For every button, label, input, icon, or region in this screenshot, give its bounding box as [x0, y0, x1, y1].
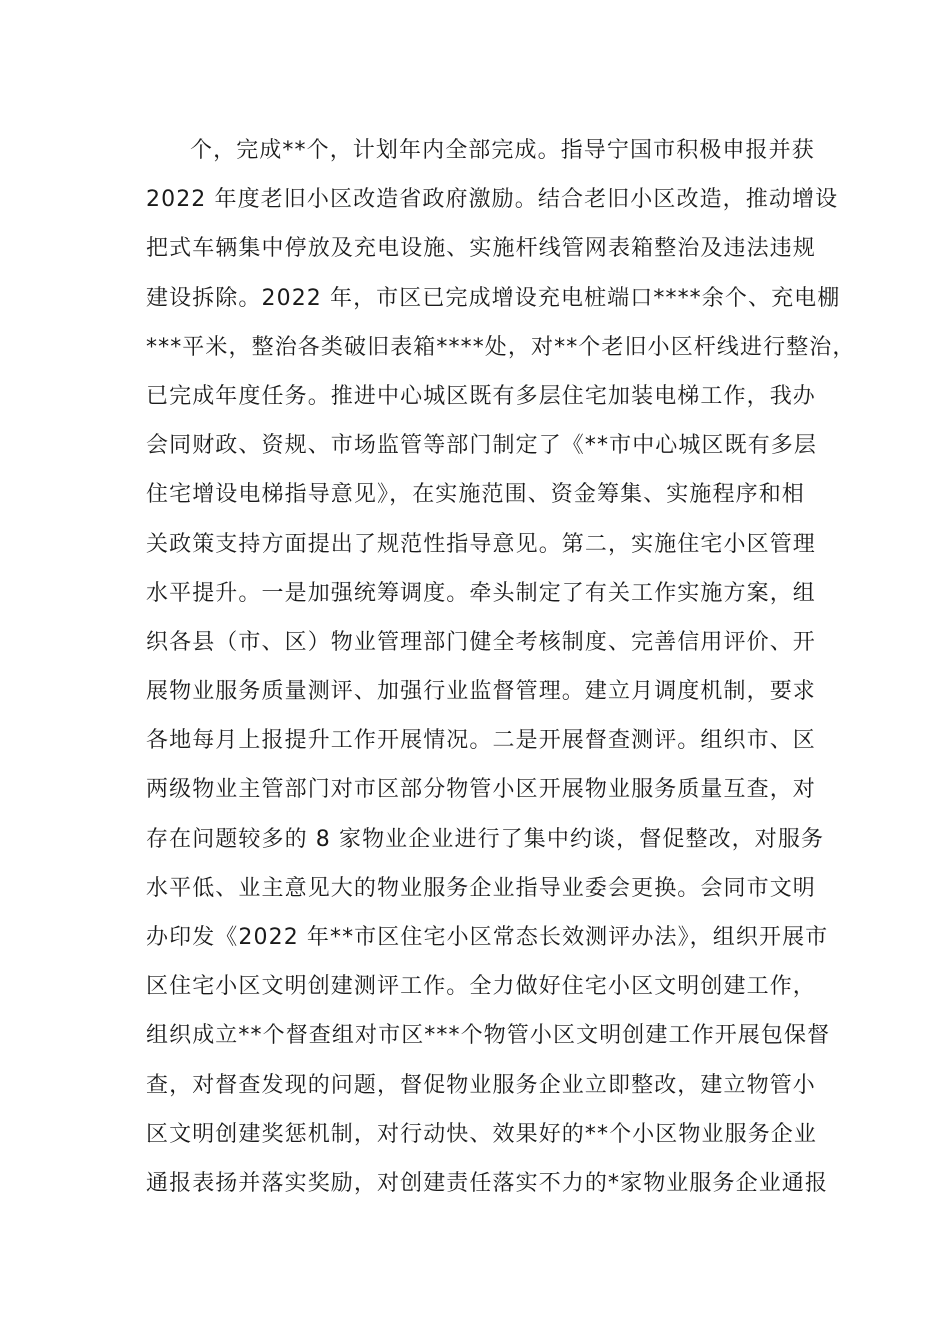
text-line: 会同财政、资规、市场监管等部门制定了《**市中心城区既有多层 [146, 433, 818, 459]
text-line: 办印发《2022 年**市区住宅小区常态长效测评办法》，组织开展市 [146, 925, 829, 950]
text-line: 把式车辆集中停放及充电设施、实施杆线管网表箱整治及违法违规 [146, 236, 816, 262]
text-line: 区住宅小区文明创建测评工作。全力做好住宅小区文明创建工作， [146, 974, 816, 1000]
text-line: 建设拆除。2022 年，市区已完成增设充电桩端口****余个、充电棚 [146, 285, 841, 311]
text-line: 通报表扬并落实奖励，对创建责任落实不力的*家物业服务企业通报 [146, 1170, 829, 1196]
text-line: 已完成年度任务。推进中心城区既有多层住宅加装电梯工作，我办 [146, 383, 816, 409]
text-line: 查，对督查发现的问题，督促物业服务企业立即整改，建立物管小 [146, 1072, 816, 1098]
text-line: 区文明创建奖惩机制，对行动快、效果好的**个小区物业服务企业 [146, 1121, 818, 1147]
text-line: 组织成立**个督查组对市区***个物管小区文明创建工作开展包保督 [146, 1023, 831, 1049]
text-line: 水平提升。一是加强统筹调度。牵头制定了有关工作实施方案，组 [146, 580, 816, 606]
text-line: 织各县（市、区）物业管理部门健全考核制度、完善信用评价、开 [146, 629, 816, 655]
text-line: 2022 年度老旧小区改造省政府激励。结合老旧小区改造，推动增设 [146, 187, 839, 213]
text-line: 住宅增设电梯指导意见》，在实施范围、资金筹集、实施程序和相 [146, 482, 805, 508]
body-paragraph [146, 131, 856, 1213]
text-line: 关政策支持方面提出了规范性指导意见。第二，实施住宅小区管理 [146, 531, 816, 557]
text-line: 各地每月上报提升工作开展情况。二是开展督查测评。组织市、区 [146, 728, 816, 754]
text-line: 水平低、业主意见大的物业服务企业指导业委会更换。会同市文明 [146, 875, 816, 901]
text-line: ***平米，整治各类破旧表箱****处，对**个老旧小区杆线进行整治， [146, 334, 856, 360]
text-line: 个，完成**个，计划年内全部完成。指导宁国市积极申报并获 [190, 138, 815, 163]
text-line: 两级物业主管部门对市区部分物管小区开展物业服务质量互查，对 [146, 777, 816, 803]
text-line: 展物业服务质量测评、加强行业监督管理。建立月调度机制，要求 [146, 679, 816, 705]
text-line: 存在问题较多的 8 家物业企业进行了集中约谈，督促整改，对服务 [146, 826, 825, 852]
